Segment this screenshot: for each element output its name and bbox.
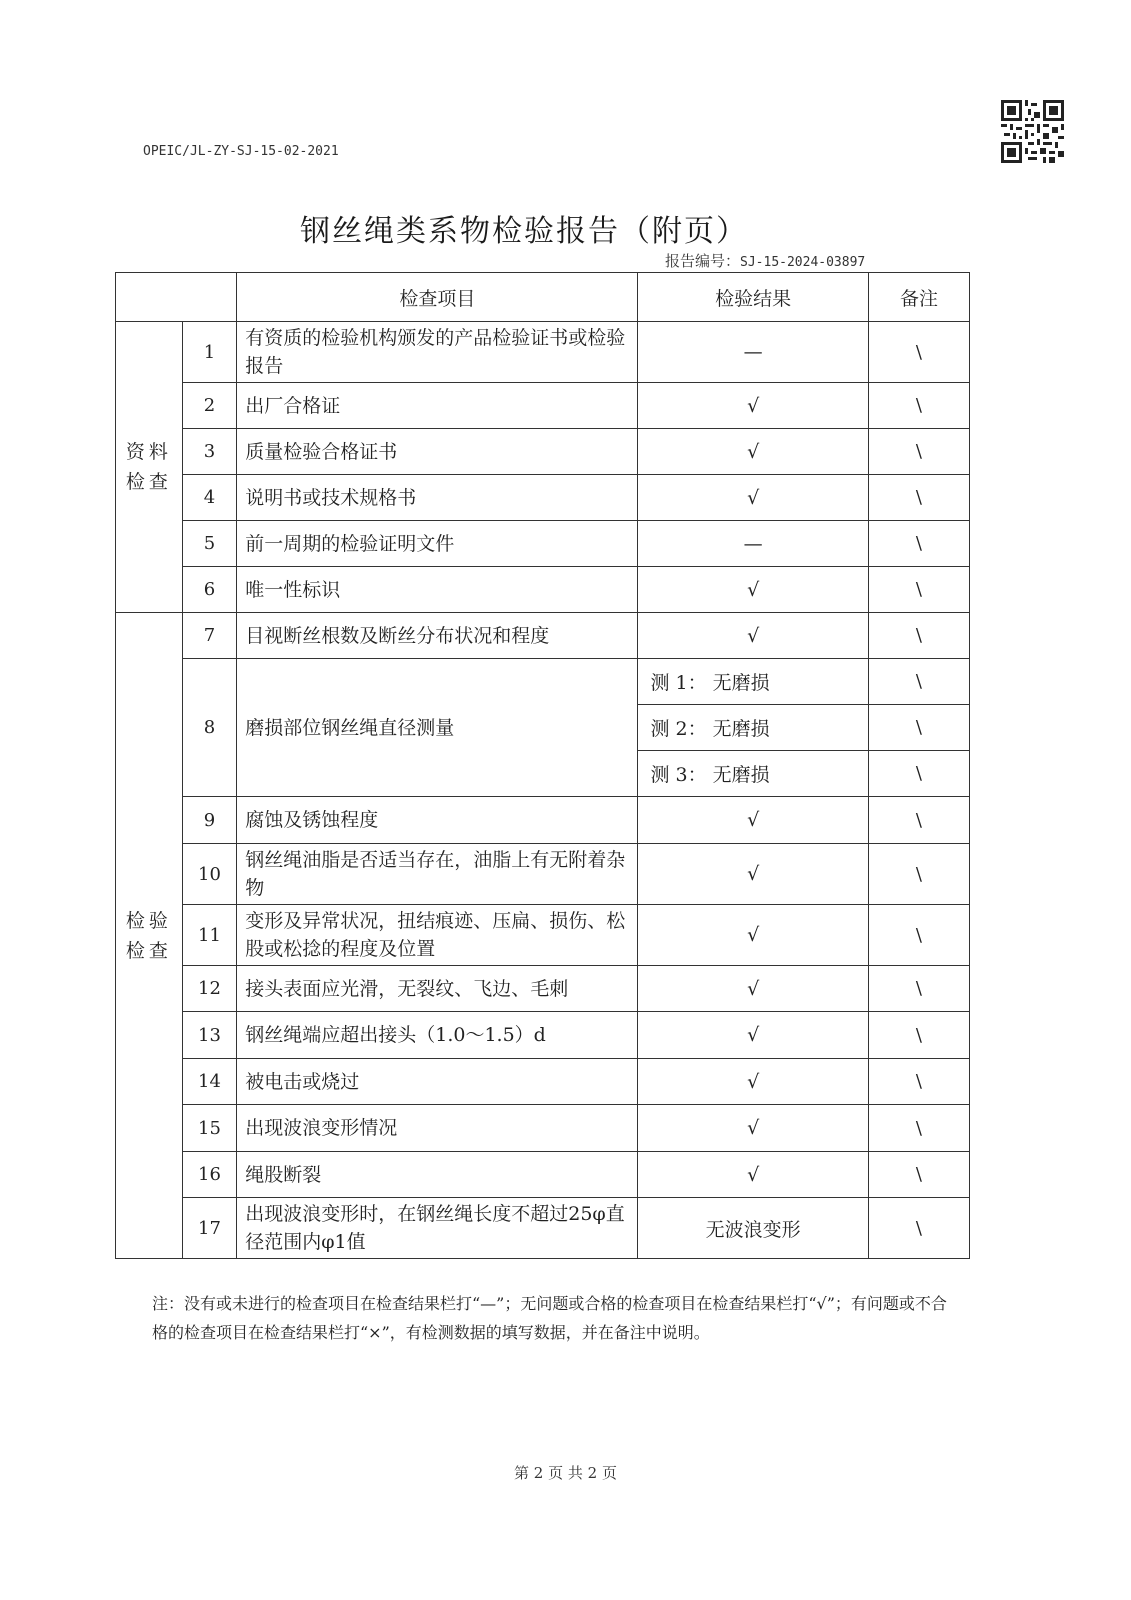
- row-number: 11: [182, 905, 237, 966]
- row-number: 7: [182, 613, 237, 659]
- row-note: \: [868, 1059, 969, 1105]
- table-row: [116, 797, 970, 844]
- table-row: [116, 905, 970, 966]
- row-item: 接头表面应光滑，无裂纹、飞边、毛刺: [237, 966, 638, 1012]
- row-item: 有资质的检验机构颁发的产品检验证书或检验报告: [237, 322, 638, 383]
- table-row: [116, 659, 970, 705]
- row-number: 6: [182, 567, 237, 613]
- row-result: 无波浪变形: [638, 1198, 868, 1259]
- category-inspect: 检验检查: [116, 613, 183, 1259]
- row-number: 13: [182, 1012, 237, 1059]
- table-row: [116, 383, 970, 429]
- table-row: [116, 521, 970, 567]
- table-row: [116, 613, 970, 659]
- row-item: 说明书或技术规格书: [237, 475, 638, 521]
- inspection-table: [115, 272, 970, 1259]
- header-result: 检验结果: [638, 273, 868, 322]
- row-result: √: [638, 1059, 868, 1105]
- row-note: \: [868, 475, 969, 521]
- table-row: [116, 1012, 970, 1059]
- table-row: [116, 429, 970, 475]
- row-item: 变形及异常状况，扭结痕迹、压扁、损伤、松股或松捻的程度及位置: [237, 905, 638, 966]
- table-row: [116, 1059, 970, 1105]
- row-item: 钢丝绳油脂是否适当存在，油脂上有无附着杂物: [237, 844, 638, 905]
- row-item: 前一周期的检验证明文件: [237, 521, 638, 567]
- measurement-result: 测 1： 无磨损: [638, 659, 868, 705]
- category-docs: 资料检查: [116, 322, 183, 613]
- row-item: 被电击或烧过: [237, 1059, 638, 1105]
- header-item: 检查项目: [237, 273, 638, 322]
- row-result: √: [638, 383, 868, 429]
- page-number: 第 2 页 共 2 页: [514, 1464, 617, 1482]
- table-row: [116, 844, 970, 905]
- row-number: 4: [182, 475, 237, 521]
- document-code: OPEIC/JL-ZY-SJ-15-02-2021: [143, 144, 339, 159]
- row-result: √: [638, 429, 868, 475]
- row-number: 5: [182, 521, 237, 567]
- row-number: 16: [182, 1152, 237, 1198]
- row-number: 3: [182, 429, 237, 475]
- row-note: \: [868, 613, 969, 659]
- report-number-value: SJ-15-2024-03897: [740, 255, 866, 270]
- row-note: \: [868, 1105, 969, 1152]
- row-note: \: [868, 429, 969, 475]
- row-item: 磨损部位钢丝绳直径测量: [237, 659, 638, 797]
- row-number: 14: [182, 1059, 237, 1105]
- row-note: \: [868, 659, 969, 705]
- row-result: √: [638, 797, 868, 844]
- row-item: 钢丝绳端应超出接头（1.0～1.5）d: [237, 1012, 638, 1059]
- row-result: √: [638, 844, 868, 905]
- table-row: [116, 475, 970, 521]
- row-note: \: [868, 567, 969, 613]
- row-item: 目视断丝根数及断丝分布状况和程度: [237, 613, 638, 659]
- row-number: 9: [182, 797, 237, 844]
- table-row: [116, 1198, 970, 1259]
- row-note: \: [868, 751, 969, 797]
- report-title: 钢丝绳类系物检验报告（附页）: [300, 214, 748, 249]
- row-note: \: [868, 966, 969, 1012]
- row-result: —: [638, 521, 868, 567]
- row-note: \: [868, 322, 969, 383]
- row-result: √: [638, 613, 868, 659]
- table-row: [116, 322, 970, 383]
- row-item: 绳股断裂: [237, 1152, 638, 1198]
- row-item: 出厂合格证: [237, 383, 638, 429]
- row-result: √: [638, 1012, 868, 1059]
- header-blank: [116, 273, 237, 322]
- table-row: [116, 1105, 970, 1152]
- row-result: √: [638, 567, 868, 613]
- measurement-result: 测 2： 无磨损: [638, 705, 868, 751]
- row-note: \: [868, 521, 969, 567]
- row-number: 10: [182, 844, 237, 905]
- table-header-row: [116, 273, 970, 322]
- measurement-result: 测 3： 无磨损: [638, 751, 868, 797]
- row-note: \: [868, 844, 969, 905]
- row-number: 17: [182, 1198, 237, 1259]
- table-row: [116, 567, 970, 613]
- row-note: \: [868, 383, 969, 429]
- table-row: [116, 1152, 970, 1198]
- row-number: 8: [182, 659, 237, 797]
- header-note: 备注: [868, 273, 969, 322]
- row-note: \: [868, 1012, 969, 1059]
- qr-code-icon: [1001, 100, 1064, 163]
- row-item: 质量检验合格证书: [237, 429, 638, 475]
- row-number: 1: [182, 322, 237, 383]
- row-item: 出现波浪变形情况: [237, 1105, 638, 1152]
- table-row: [116, 966, 970, 1012]
- row-result: √: [638, 1105, 868, 1152]
- row-note: \: [868, 1152, 969, 1198]
- row-result: √: [638, 966, 868, 1012]
- row-item: 出现波浪变形时，在钢丝绳长度不超过25φ直径范围内φ1值: [237, 1198, 638, 1259]
- row-number: 15: [182, 1105, 237, 1152]
- row-number: 12: [182, 966, 237, 1012]
- row-number: 2: [182, 383, 237, 429]
- row-note: \: [868, 905, 969, 966]
- footnote: 注：没有或未进行的检查项目在检查结果栏打“—”；无问题或合格的检查项目在检查结果栏打“√”；有问题或不合格的检查项目在检查结果栏打“×”，有检测数据的填写数据，并在备注中说明。: [152, 1294, 947, 1342]
- report-number: [665, 250, 865, 271]
- row-note: \: [868, 1198, 969, 1259]
- row-note: \: [868, 797, 969, 844]
- row-result: —: [638, 322, 868, 383]
- row-item: 腐蚀及锈蚀程度: [237, 797, 638, 844]
- report-number-label: 报告编号：: [665, 252, 741, 270]
- row-note: \: [868, 705, 969, 751]
- row-result: √: [638, 475, 868, 521]
- row-result: √: [638, 1152, 868, 1198]
- row-item: 唯一性标识: [237, 567, 638, 613]
- row-result: √: [638, 905, 868, 966]
